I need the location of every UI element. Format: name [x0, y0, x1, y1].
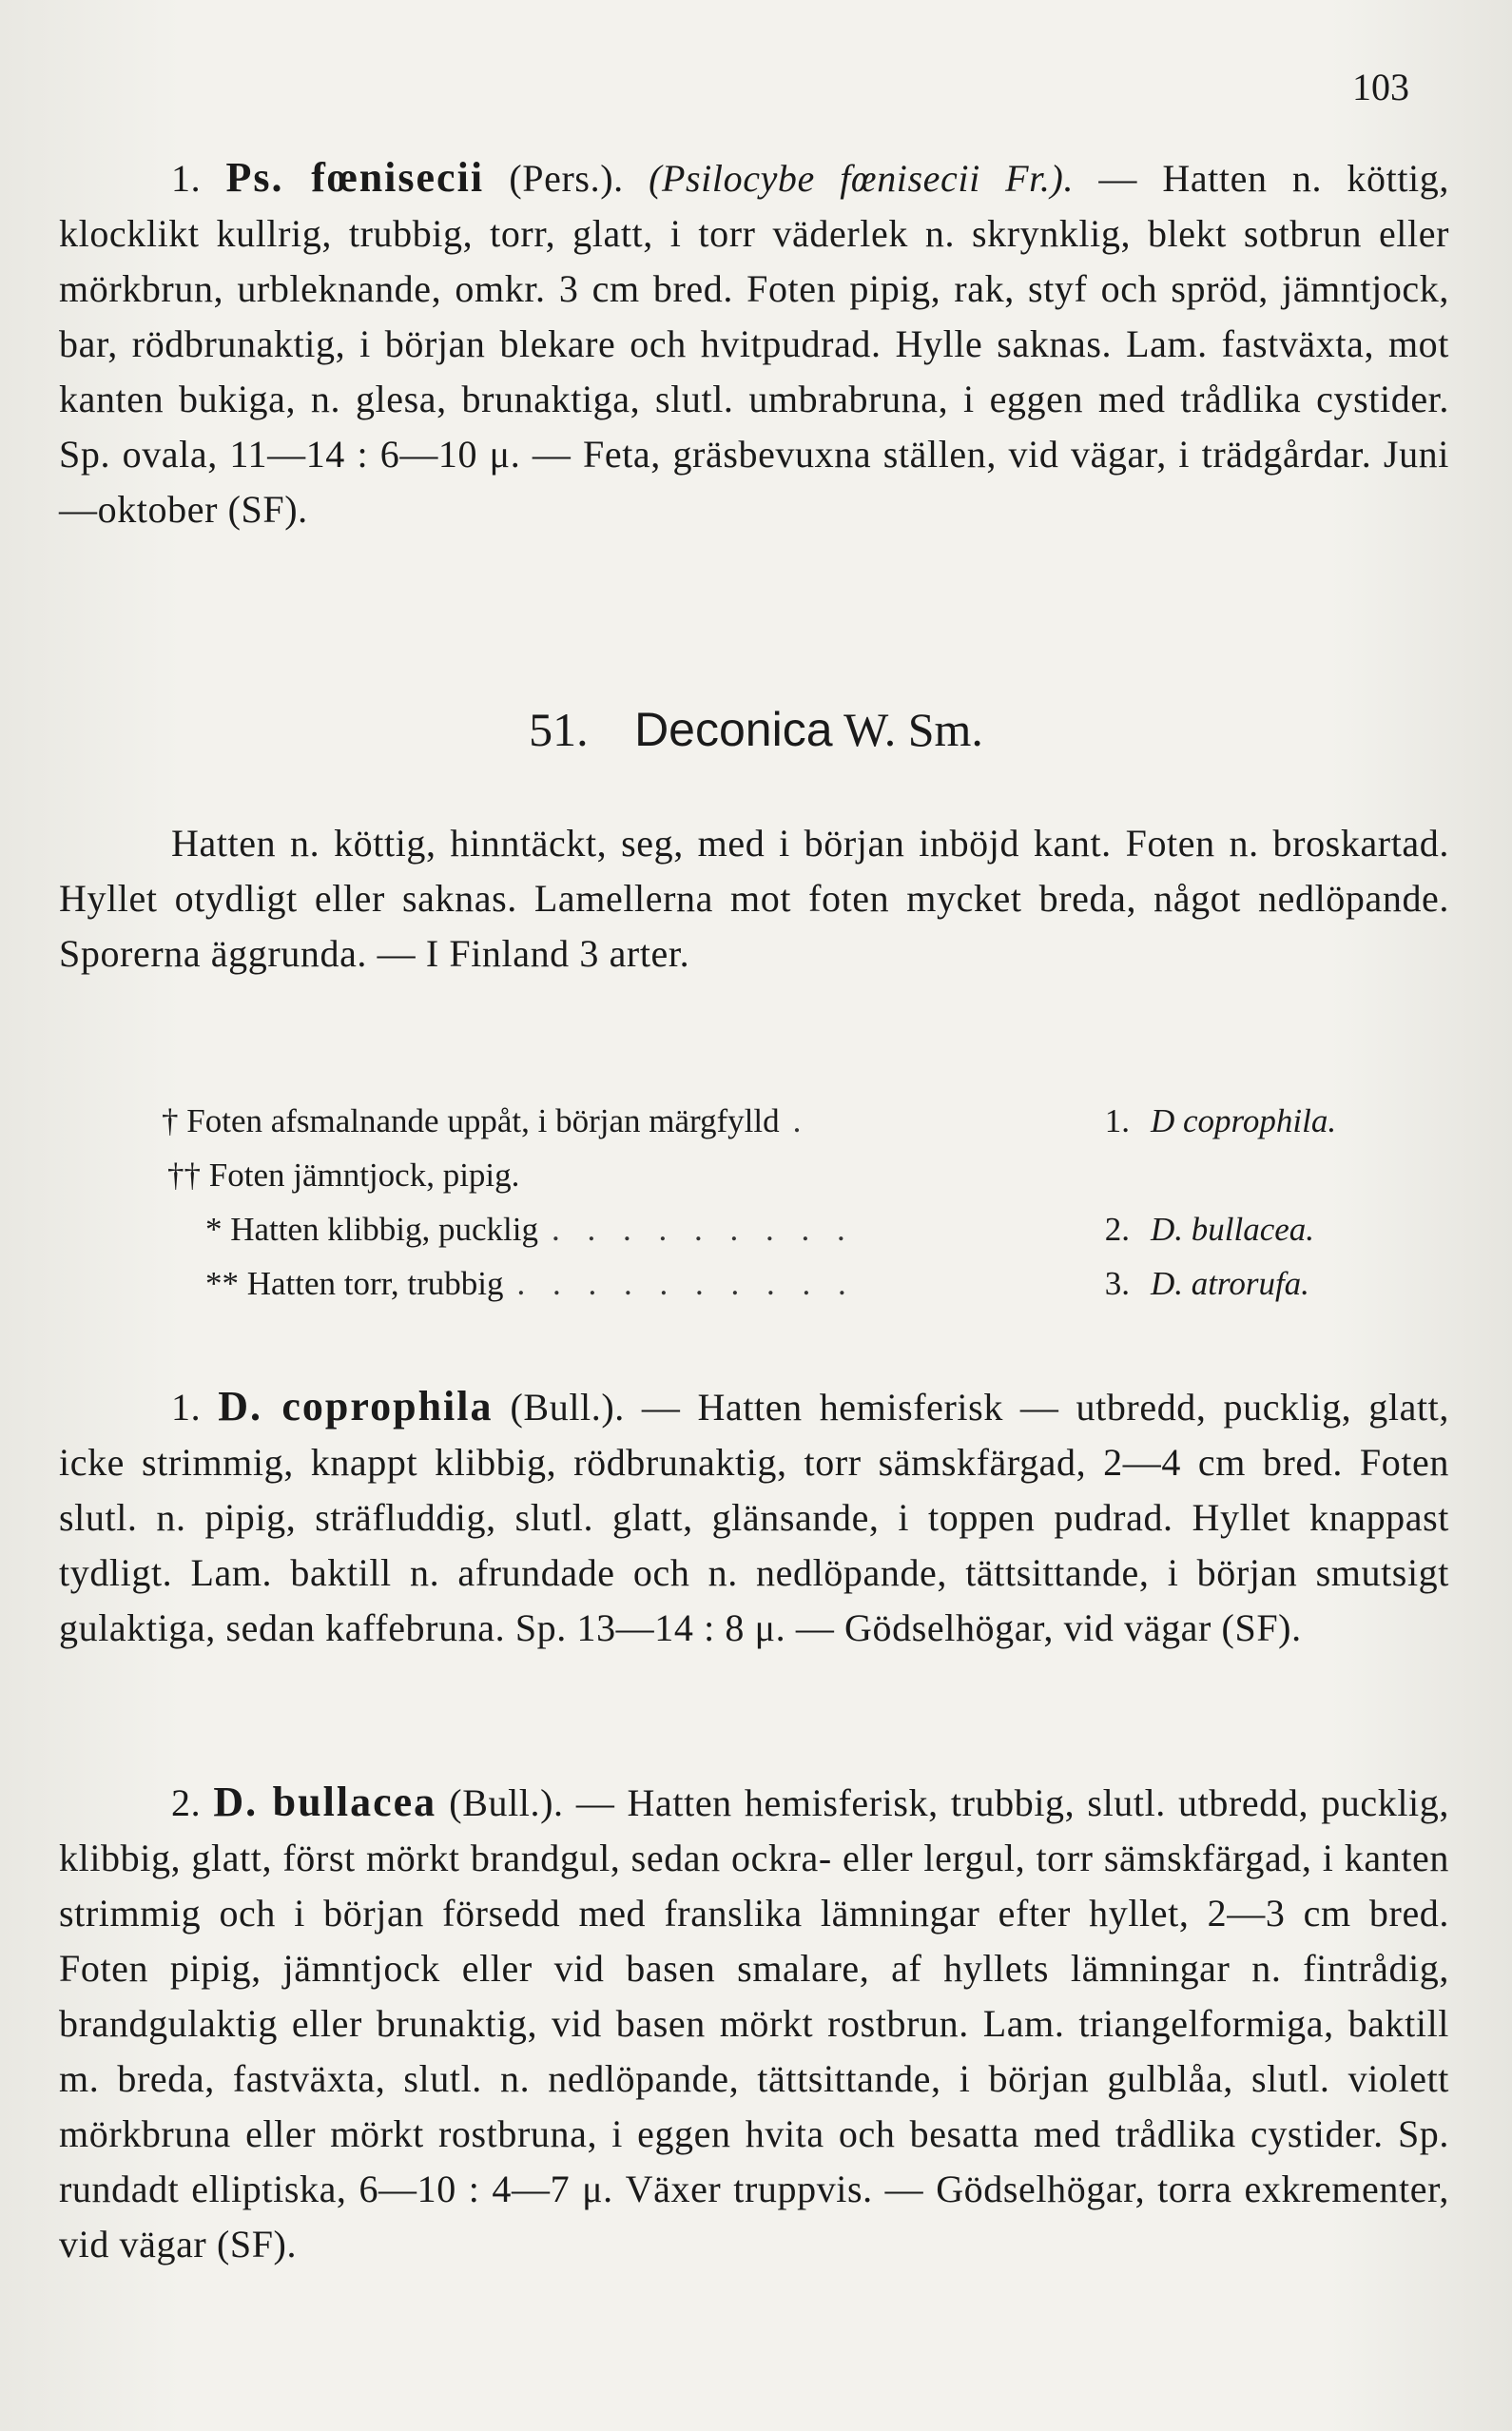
key-number: 2.: [1104, 1211, 1130, 1248]
page-number: 103: [1352, 66, 1409, 108]
genus-author: W. Sm.: [843, 703, 983, 756]
genus-heading: [0, 702, 1512, 757]
entry-name: D. bullacea: [213, 1779, 437, 1825]
entry-description: — Hatten hemisferisk, trubbig, slutl. utbredd, pucklig, klibbig, glatt, först mörkt brandgul, sedan ockra- eller lergul, torr sämskfärgad, i kanten strimmig och i början försedd med franslika lämningar efter hyllet, 2—3 cm bred. Foten pipig, jämntjock eller vid basen smalare, af hyllets lämningar n. fintrådig, brandgulaktig eller brunaktig, vid basen mörkt rostbrun. Lam. triangelformiga, baktill m. breda, fastväxta, slutl. n. nedlöpande, tättsittande, i början gulblåa, slutl. violett mörkbruna eller mörkt rostbruna, i eggen hvita och besatta med trådlika cystider. Sp. rundadt elliptiska, 6—10 : 4—7 μ. Växer truppvis. — Gödselhögar, torra exkrementer, vid vägar (SF).: [59, 1781, 1449, 2266]
key-leader: . . . . . . . . .: [551, 1211, 855, 1248]
entry-description: — Hatten hemisferisk — utbredd, pucklig, glatt, icke strimmig, knappt klibbig, rödbrunaktig, torr sämskfärgad, 2—4 cm bred. Foten slutl. n. pipig, sträfluddig, slutl. glatt, glänsande, i toppen pudrad. Hyllet knappast tydligt. Lam. baktill n. afrundade och n. nedlöpande, tättsittande, i början smutsigt gulaktiga, sedan kaffebruna. Sp. 13—14 : 8 μ. — Gödselhögar, vid vägar (SF).: [59, 1386, 1449, 1649]
entry-synonym: (Psilocybe fœnisecii Fr.).: [649, 157, 1075, 200]
key-text: † Foten afsmalnande uppåt, i början märgfylld: [162, 1102, 780, 1139]
entry-name: D. coprophila: [218, 1383, 494, 1429]
entry-author: (Bull.).: [510, 1386, 625, 1429]
entry-author: (Pers.).: [509, 157, 624, 200]
key-species: D. bullacea.: [1151, 1211, 1315, 1248]
key-species: D coprophila.: [1151, 1102, 1337, 1139]
genus-number: 51.: [529, 703, 589, 756]
entry-number: 2.: [171, 1781, 202, 1824]
entry-psilocybe-foenisecii: [59, 150, 1449, 537]
entry-deconica-coprophila: [59, 1379, 1449, 1656]
key-number: 3.: [1104, 1265, 1130, 1302]
key-text: †† Foten jämntjock, pipig.: [167, 1157, 520, 1194]
key-leader: . . . . . . . . . .: [516, 1265, 856, 1302]
key-species: D. atrorufa.: [1151, 1265, 1309, 1302]
entry-name: Ps. fœnisecii: [225, 154, 485, 201]
genus-description-text: Hatten n. köttig, hinntäckt, seg, med i början inböjd kant. Foten n. broskartad. Hyllet otydligt eller saknas. Lamellerna mot foten mycket breda, något nedlöpande. Sporerna äggrunda. — I Finland 3 arter.: [59, 822, 1449, 975]
genus-name: Deconica: [634, 703, 833, 756]
identification-key: [162, 1094, 1369, 1311]
key-leader: .: [792, 1102, 811, 1139]
key-row: [162, 1256, 1369, 1311]
key-text: * Hatten klibbig, pucklig: [205, 1211, 538, 1248]
entry-deconica-bullacea: [59, 1775, 1449, 2272]
key-text: ** Hatten torr, trubbig: [205, 1265, 504, 1302]
entry-author: (Bull.).: [449, 1781, 564, 1824]
key-row: [162, 1148, 1369, 1202]
entry-number: 1.: [171, 1386, 202, 1429]
entry-description: — Hatten n. köttig, klocklikt kullrig, trubbig, torr, glatt, i torr väderlek n. skrynklig, blekt sotbrun eller mörkbrun, urbleknande, omkr. 3 cm bred. Foten pipig, rak, styf och spröd, jämntjock, bar, rödbrunaktig, i början blekare och hvitpudrad. Hylle saknas. Lam. fastväxta, mot kanten bukiga, n. glesa, brunaktiga, slutl. umbrabruna, i eggen med trådlika cystider. Sp. ovala, 11—14 : 6—10 μ. — Feta, gräsbevuxna ställen, vid vägar, i trädgårdar. Juni—oktober (SF).: [59, 157, 1449, 531]
entry-number: 1.: [171, 157, 202, 200]
key-number: 1.: [1104, 1102, 1130, 1139]
genus-description: [59, 816, 1449, 982]
key-row: [162, 1202, 1369, 1256]
key-row: [162, 1094, 1369, 1148]
